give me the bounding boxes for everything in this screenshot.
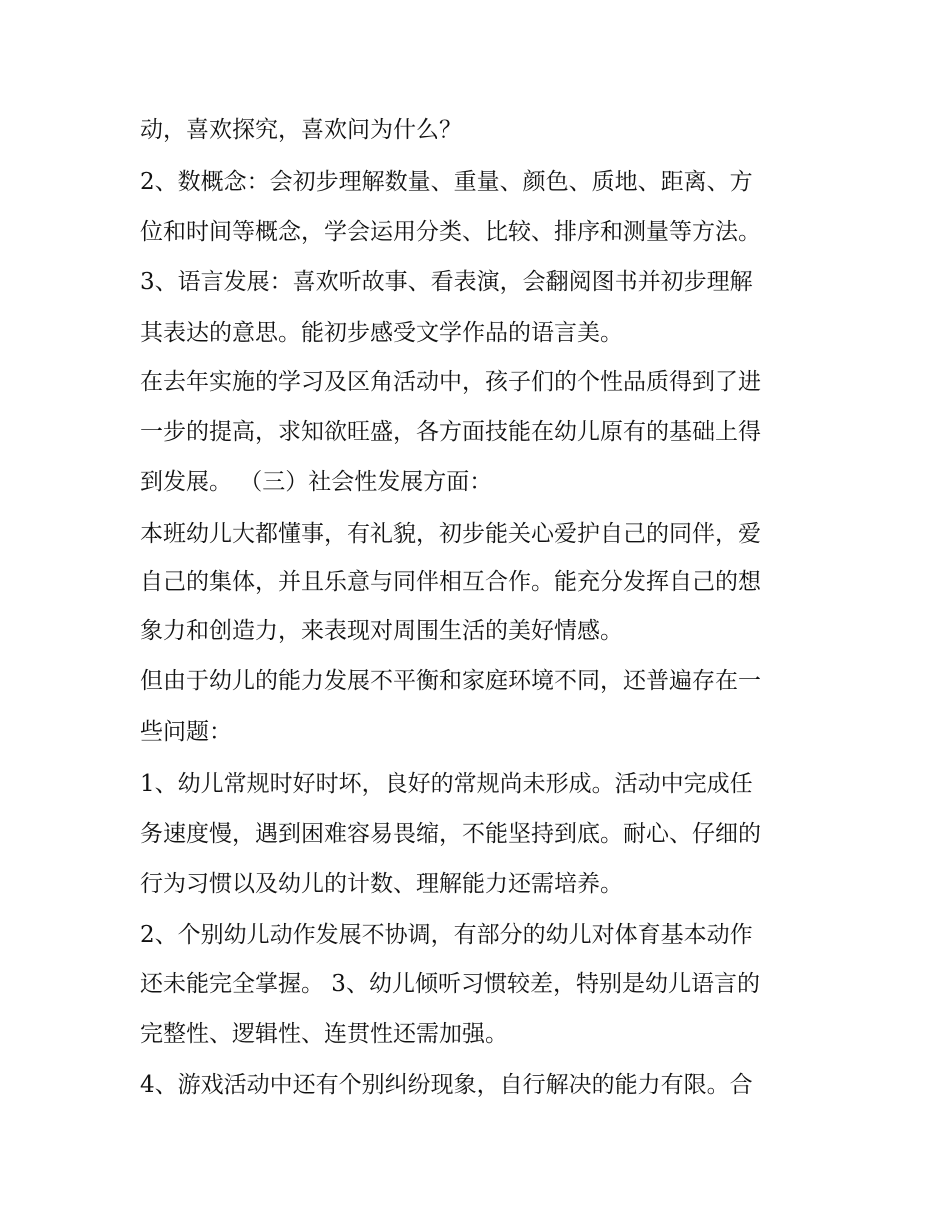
text-line: 3、语言发展：喜欢听故事、看表演，会翻阅图书并初步理解 [140,269,753,295]
text-line: 其表达的意思。能初步感受文学作品的语言美。 [140,320,623,346]
text-line: 到发展。 （三）社会性发展方面： [140,469,493,495]
text-line: 完整性、逻辑性、连贯性还需加强。 [140,1021,508,1047]
text-line: 一步的提高，求知欲旺盛，各方面技能在幼儿原有的基础上得 [140,419,761,445]
text-line: 本班幼儿大都懂事，有礼貌，初步能关心爱护自己的同伴，爱 [140,521,761,547]
text-line: 自己的集体，并且乐意与同伴相互合作。能充分发挥自己的想 [140,569,761,595]
text-line: 些问题： [140,719,232,745]
text-line: 2、个别幼儿动作发展不协调，有部分的幼儿对体育基本动作 [140,922,753,948]
text-line: 4、游戏活动中还有个别纠纷现象，自行解决的能力有限。合 [140,1072,753,1098]
text-line: 动，喜欢探究，喜欢问为什么？ [140,117,462,143]
text-line: 还未能完全掌握。 3、幼儿倾听习惯较差，特别是幼儿语言的 [140,971,760,997]
text-line: 1、幼儿常规时好时坏，良好的常规尚未形成。活动中完成任 [140,771,753,797]
text-line: 行为习惯以及幼儿的计数、理解能力还需培养。 [140,871,623,897]
text-line: 象力和创造力，来表现对周围生活的美好情感。 [140,618,623,644]
text-line: 但由于幼儿的能力发展不平衡和家庭环境不同，还普遍存在一 [140,668,761,694]
text-line: 位和时间等概念，学会运用分类、比较、排序和测量等方法。 [140,219,761,245]
text-line: 务速度慢，遇到困难容易畏缩，不能坚持到底。耐心、仔细的 [140,821,761,847]
text-line: 2、数概念：会初步理解数量、重量、颜色、质地、距离、方 [140,169,753,195]
text-line: 在去年实施的学习及区角活动中，孩子们的个性品质得到了进 [140,369,761,395]
